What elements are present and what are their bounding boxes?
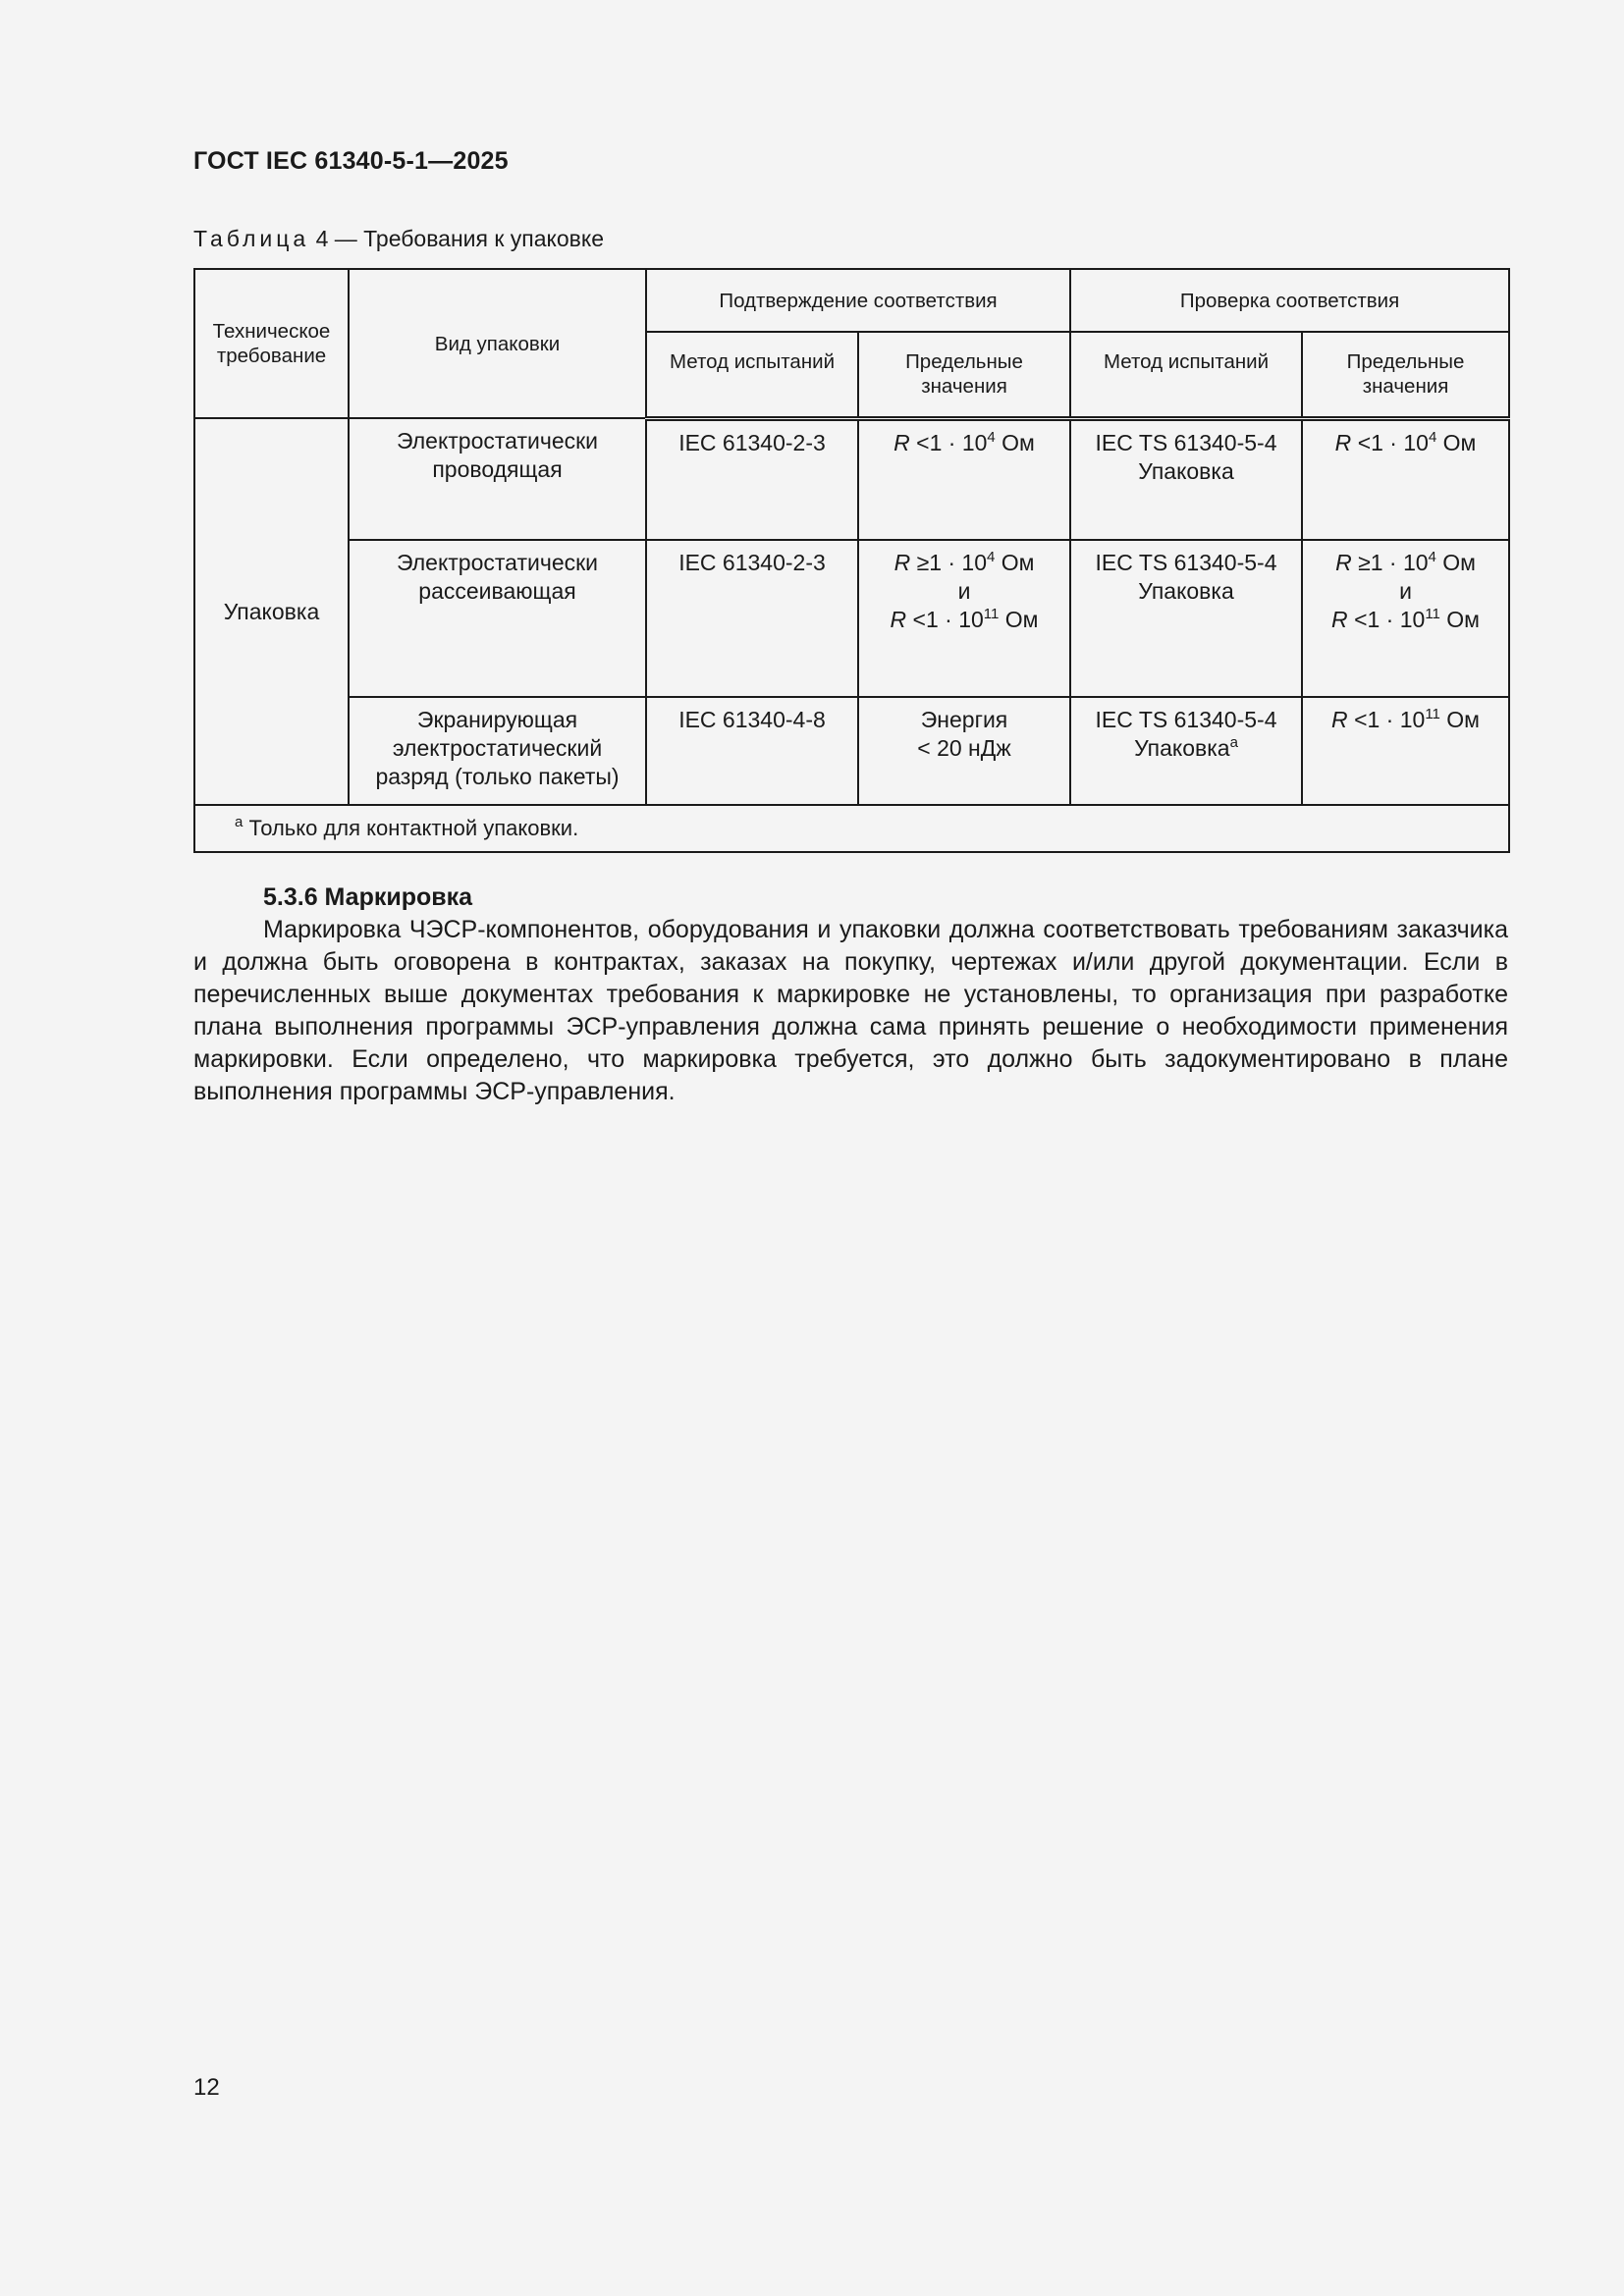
test-method-cell: IEC 61340-2-3 xyxy=(646,418,858,540)
test-method-cell: IEC TS 61340-5-4 Упаковка xyxy=(1070,540,1302,697)
group-label-cell: Упаковка xyxy=(194,418,349,805)
table-row xyxy=(194,540,1509,697)
test-method-cell: IEC TS 61340-5-4 Упаковка xyxy=(1070,418,1302,540)
header-test-method: Метод испытаний xyxy=(1070,332,1302,418)
page-number: 12 xyxy=(193,2074,220,2101)
table-caption xyxy=(193,226,604,252)
document-header: ГОСТ IEC 61340-5-1—2025 xyxy=(193,147,509,175)
test-method-cell: IEC 61340-2-3 xyxy=(646,540,858,697)
footnote-mark: a xyxy=(235,814,244,830)
section-title: 5.3.6 Маркировка xyxy=(263,883,473,911)
packaging-type-cell: Электростатически рассеивающая xyxy=(349,540,646,697)
header-conformity-confirmation: Подтверждение соответствия xyxy=(646,269,1070,332)
table-row xyxy=(194,697,1509,805)
section-paragraph xyxy=(193,914,1508,1108)
test-method-cell: IEC 61340-4-8 xyxy=(646,697,858,805)
header-packaging-type: Вид упаковки xyxy=(349,269,646,418)
table-footnote xyxy=(194,805,1509,852)
header-tech-requirement: Техническое требование xyxy=(194,269,349,418)
header-test-method: Метод испытаний xyxy=(646,332,858,418)
limit-value-cell: $R <1 \cdot 10^4$ Ом xyxy=(1302,418,1509,540)
table-footnote-row xyxy=(194,805,1509,852)
table-caption-title: 4 — Требования к упаковке xyxy=(315,226,604,251)
packaging-type-cell: Электростатически проводящая xyxy=(349,418,646,540)
header-limit-values: Предельные значения xyxy=(858,332,1070,418)
limit-value-cell: $R \ge 1 \cdot 10^4$ Ом и $R <1 \cdot 10^{11}$ Ом xyxy=(1302,540,1509,697)
packaging-type-cell: Экранирующая электростатический разряд (только пакеты) xyxy=(349,697,646,805)
table-row xyxy=(194,418,1509,540)
footnote-text: Только для контактной упаковки. xyxy=(248,816,579,840)
header-limit-values: Предельные значения xyxy=(1302,332,1509,418)
footnote-ref: a xyxy=(1229,734,1238,751)
limit-value-cell: $R \ge 1 \cdot 10^4$ Ом и $R <1 \cdot 10^{11}$ Ом xyxy=(858,540,1070,697)
table-caption-word: Таблица xyxy=(193,226,310,251)
header-conformity-check: Проверка соответствия xyxy=(1070,269,1509,332)
test-method-cell: IEC TS 61340-5-4 Упаковка$^a$ xyxy=(1070,697,1302,805)
limit-value-cell: $R <1 \cdot 10^4$ Ом xyxy=(858,418,1070,540)
requirements-table xyxy=(193,268,1510,853)
limit-value-cell: $R <1 \cdot 10^{11}$ Ом xyxy=(1302,697,1509,805)
section-paragraph-text: Маркировка ЧЭСР-компонентов, оборудования и упаковки должна соответствовать требованиям заказчика и должна быть оговорена в контрактах, заказах на покупку, чертежах и/или другой документации. Если в перечисленных выше документах требования к маркировке не установлены, то организация при разработке плана выполнения программы ЭСР-управления должна сама принять решение о необходимости применения маркировки. Если определено, что маркировка требуется, это должно быть задокументировано в плане выполнения программы ЭСР-управления. xyxy=(193,916,1508,1105)
limit-value-cell: Энергия < 20 нДж xyxy=(858,697,1070,805)
